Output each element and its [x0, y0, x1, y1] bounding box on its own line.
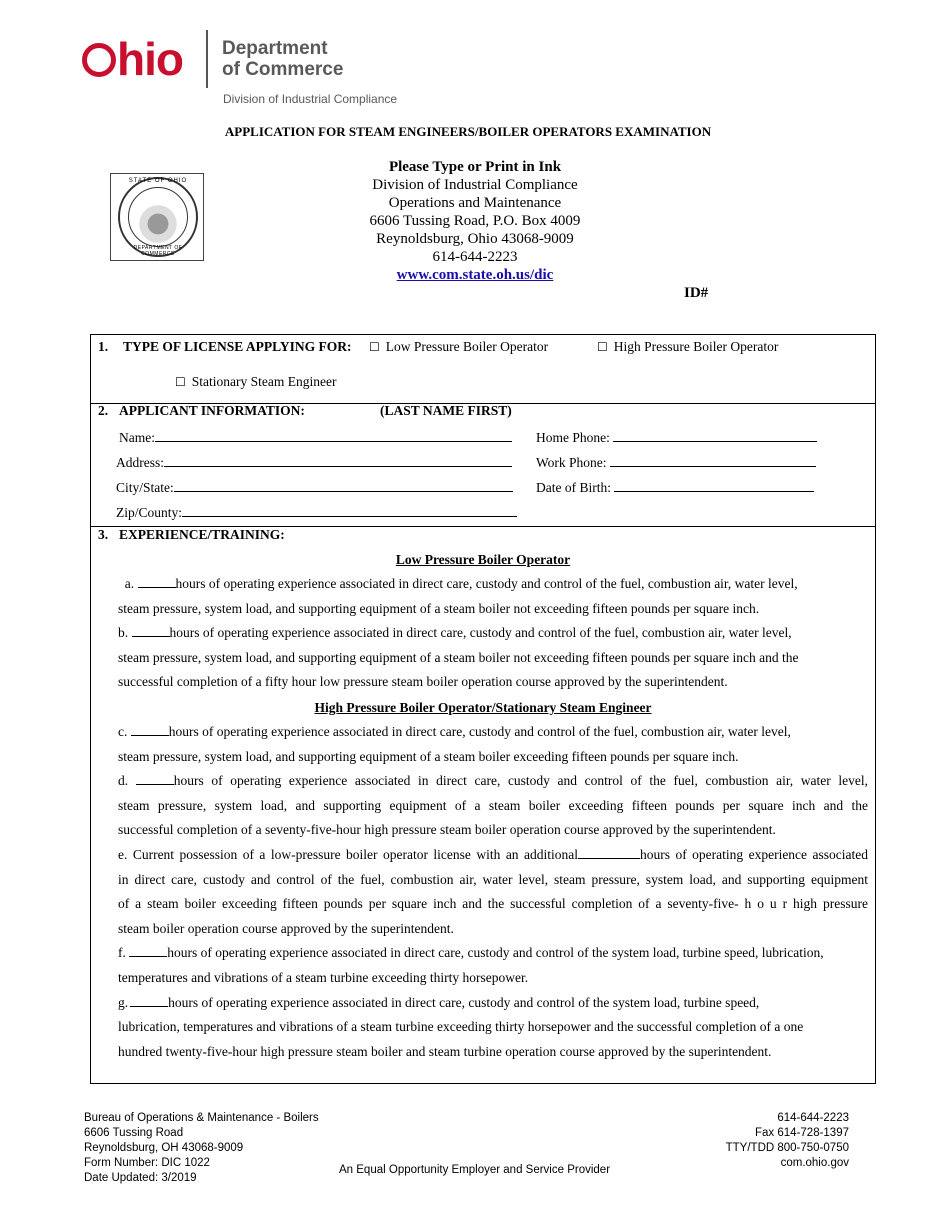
item-g-letter: g.	[118, 994, 129, 1010]
experience-low-pressure	[118, 572, 868, 695]
section-1-number: 1.	[98, 339, 109, 354]
dob-field[interactable]	[536, 477, 814, 496]
section-3-label: EXPERIENCE/TRAINING:	[119, 527, 285, 542]
footer-phone: 614-644-2223	[777, 1112, 849, 1124]
section-2-label: APPLICANT INFORMATION:	[119, 403, 305, 418]
ohio-logo	[82, 34, 183, 84]
item-c-line-1	[118, 720, 868, 745]
dob-input-line[interactable]	[614, 477, 814, 492]
experience-high-pressure	[118, 720, 868, 1064]
option-high-pressure[interactable]	[597, 339, 778, 355]
option-high-pressure-label: High Pressure Boiler Operator	[613, 339, 779, 354]
checkbox-stationary-icon[interactable]: ☐	[175, 375, 186, 389]
address-input-line[interactable]	[164, 452, 512, 467]
item-d-text-1: hours of operating experience associated in direct care, custody and control of the fuel, combustion air, water level,	[173, 773, 868, 789]
item-b-line-3: successful completion of a fifty hour low pressure steam boiler operation course approved by the superintendent.	[118, 674, 728, 690]
item-d-line-2: steam pressure, system load, and supporting equipment of a steam boiler exceeding fifteen pounds per square inch and the	[118, 797, 868, 813]
seal-text-top: STATE OF OHIO	[128, 178, 188, 184]
form-title: APPLICATION FOR STEAM ENGINEERS/BOILER OPERATORS EXAMINATION	[224, 124, 712, 139]
item-a-hours-input[interactable]	[138, 574, 176, 588]
address-line-4: Reynoldsburg, Ohio 43068-9009	[376, 231, 574, 247]
section-3-number: 3.	[98, 527, 109, 542]
city-state-label: City/State:	[116, 480, 174, 495]
address-line-1: Division of Industrial Compliance	[372, 177, 578, 193]
item-b-line-2: steam pressure, system load, and supporting equipment of a steam boiler not exceeding fifteen pounds per square inch and the	[118, 649, 799, 665]
footer-city: Reynoldsburg, OH 43068-9009	[84, 1142, 244, 1154]
dept-line-1: Department	[222, 38, 328, 59]
footer-form-number: Form Number: DIC 1022	[84, 1157, 210, 1169]
footer-fax: Fax 614-728-1397	[755, 1127, 849, 1139]
item-e-hours-input[interactable]	[578, 845, 640, 859]
item-a-line-1	[118, 572, 868, 597]
address-block	[300, 158, 650, 284]
seal-text-bottom: DEPARTMENT OF COMMERCE	[133, 245, 183, 257]
dob-label: Date of Birth:	[536, 480, 611, 495]
address-phone: 614-644-2223	[432, 249, 518, 265]
item-c-line-2: steam pressure, system load, and supporting equipment of a steam boiler exceeding fifteen pounds per square inch.	[118, 748, 739, 764]
address-line-3: 6606 Tussing Road, P.O. Box 4009	[369, 213, 581, 229]
home-phone-field[interactable]	[536, 427, 817, 446]
ohio-logo-o-icon	[82, 43, 116, 77]
footer-date-updated: Date Updated: 3/2019	[84, 1172, 197, 1184]
footer-street: 6606 Tussing Road	[84, 1127, 184, 1139]
zip-county-input-line[interactable]	[182, 502, 517, 517]
work-phone-label: Work Phone:	[536, 455, 607, 470]
item-d-line-3: successful completion of a seventy-five-hour high pressure steam boiler operation course approved by the superintendent.	[118, 822, 776, 838]
address-field[interactable]	[116, 452, 512, 471]
instruction: Please Type or Print in Ink	[388, 159, 562, 175]
option-stationary-label: Stationary Steam Engineer	[191, 374, 337, 389]
item-g-line-1	[118, 991, 868, 1016]
name-label: Name:	[119, 430, 155, 445]
item-b-letter: b.	[118, 625, 129, 641]
item-a-line-2: steam pressure, system load, and supporting equipment of a steam boiler not exceeding fifteen pounds per square inch.	[118, 600, 760, 616]
dept-line-2: of Commerce	[222, 59, 344, 80]
checkbox-low-pressure-icon[interactable]: ☐	[369, 340, 380, 354]
item-e-line-3: of a steam boiler exceeding fifteen pounds per square inch and the successful completion of a seventy-five- h o u r high pressure	[118, 896, 868, 912]
item-b-text-1: hours of operating experience associated in direct care, custody and control of the fuel, combustion air, water level,	[169, 625, 792, 641]
address-label: Address:	[116, 455, 164, 470]
seal-center	[128, 187, 188, 247]
address-line-2: Operations and Maintenance	[388, 195, 562, 211]
item-c-hours-input[interactable]	[131, 722, 169, 736]
item-e-line-4: steam boiler operation course approved by the superintendent.	[118, 920, 454, 936]
section-1-label: TYPE OF LICENSE APPLYING FOR:	[123, 339, 352, 354]
item-e-text-1b: hours of operating experience associated	[640, 846, 868, 862]
name-input-line[interactable]	[155, 427, 512, 442]
item-e-line-2: in direct care, custody and control of the fuel, combustion air, water level, steam pressure, system load, and supporting equipment	[118, 871, 868, 887]
logo-divider	[206, 30, 208, 88]
item-g-line-2: lubrication, temperatures and vibrations of a steam turbine exceeding thirty horsepower and the successful completion of a one	[118, 1019, 804, 1035]
item-f-letter: f.	[118, 945, 126, 961]
item-f-text-1: hours of operating experience associated in direct care, custody and control of the system load, turbine speed, lubrication,	[167, 945, 824, 961]
section-2-note: (LAST NAME FIRST)	[380, 403, 512, 418]
city-state-input-line[interactable]	[174, 477, 513, 492]
item-f-line-1	[118, 941, 868, 966]
option-stationary[interactable]	[175, 374, 336, 390]
item-e-text-1a: e. Current possession of a low-pressure boiler operator license with an additional	[118, 846, 578, 862]
zip-county-field[interactable]	[116, 502, 517, 521]
footer-eeo: An Equal Opportunity Employer and Service Provider	[339, 1164, 611, 1176]
section-2-number: 2.	[98, 403, 109, 418]
work-phone-field[interactable]	[536, 452, 816, 471]
name-field[interactable]	[119, 427, 512, 446]
item-c-letter: c.	[118, 724, 128, 739]
item-g-line-3: hundred twenty-five-hour high pressure steam boiler and steam turbine operation course approved by the superintendent.	[118, 1043, 772, 1059]
city-state-field[interactable]	[116, 477, 513, 496]
item-f-line-2: temperatures and vibrations of a steam turbine exceeding thirty horsepower.	[118, 969, 529, 985]
website-link[interactable]: www.com.state.oh.us/dic	[396, 267, 554, 283]
item-d-line-1	[118, 769, 868, 794]
footer-right	[726, 1111, 849, 1171]
footer-website: com.ohio.gov	[780, 1157, 849, 1169]
id-label: ID#	[684, 285, 709, 301]
item-a-text-1: hours of operating experience associated in direct care, custody and control of the fuel, combustion air, water level,	[175, 576, 798, 591]
low-pressure-heading: Low Pressure Boiler Operator	[395, 552, 571, 567]
footer-left	[84, 1111, 319, 1186]
footer-bureau: Bureau of Operations & Maintenance - Boilers	[84, 1112, 319, 1124]
item-d-letter: d.	[118, 773, 129, 789]
option-low-pressure[interactable]	[369, 339, 548, 355]
item-e-line-1	[118, 843, 868, 868]
item-c-text-1: hours of operating experience associated in direct care, custody and control of the fuel, combustion air, water level,	[168, 724, 791, 739]
item-d-hours-input[interactable]	[136, 771, 174, 785]
item-b-line-1	[118, 621, 868, 646]
department-name	[222, 38, 343, 80]
zip-county-label: Zip/County:	[116, 505, 183, 520]
item-f-hours-input[interactable]	[129, 943, 167, 957]
work-phone-input-line[interactable]	[610, 452, 816, 467]
item-g-hours-input[interactable]	[130, 993, 168, 1007]
ohio-logo-text: hio	[117, 33, 183, 85]
division-name: Division of Industrial Compliance	[223, 92, 398, 106]
home-phone-input-line[interactable]	[613, 427, 817, 442]
item-g-text-1: hours of operating experience associated in direct care, custody and control of the system load, turbine speed,	[168, 994, 760, 1010]
footer-tty: TTY/TDD 800-750-0750	[725, 1142, 849, 1154]
item-b-hours-input[interactable]	[132, 623, 170, 637]
item-a-letter: a.	[124, 576, 135, 591]
high-pressure-heading: High Pressure Boiler Operator/Stationary Steam Engineer	[314, 700, 652, 715]
checkbox-high-pressure-icon[interactable]: ☐	[597, 340, 608, 354]
home-phone-label: Home Phone:	[536, 430, 610, 445]
option-low-pressure-label: Low Pressure Boiler Operator	[385, 339, 549, 354]
